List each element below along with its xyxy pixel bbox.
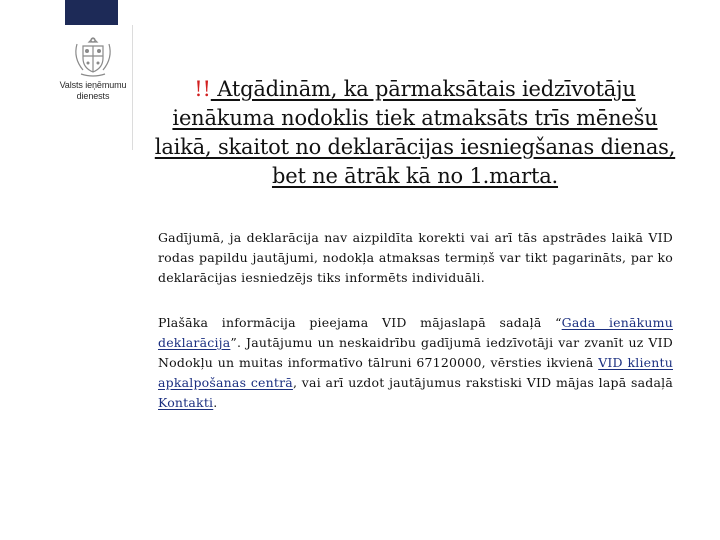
client-service-centre-link[interactable]: VID klientu apkalpošanas centrā [158, 355, 673, 390]
paragraph2-part4: . [213, 395, 218, 410]
paragraph2-part3: , vai arī uzdot jautājumus rakstiski VID mājas lapā sadaļā [292, 375, 673, 390]
reminder-headline [150, 75, 680, 191]
logo-text [48, 80, 138, 102]
alert-mark: !! [194, 77, 211, 101]
paragraph2-part1: Plašāka informācija pieejama VID mājaslapā sadaļā “ [158, 315, 562, 330]
paragraph2-part2: ”. Jautājumu un neskaidrību gadījumā iedzīvotāji var zvanīt uz VID Nodokļu un muitas informatīvo tālruni 67120000, vērsties ikvienā [158, 335, 673, 370]
coat-of-arms-icon [48, 34, 138, 78]
vid-logo [48, 34, 138, 124]
top-accent-bar [65, 0, 118, 25]
headline-text: Atgādinām, ka pārmaksātais iedzīvotāju ienākuma nodoklis tiek atmaksāts trīs mēnešu laikā, skaitot no deklarācijas iesniegšanas dienas, bet ne ātrāk kā no 1.marta. [154, 77, 676, 188]
logo-line-2: dienests [76, 91, 110, 101]
annual-income-declaration-link[interactable]: Gada ienākumu deklarācija [158, 315, 673, 350]
logo-line-1: Valsts ieņēmumu [59, 80, 127, 90]
contacts-link[interactable]: Kontakti [158, 395, 214, 410]
paragraph-correction-info: Gadījumā, ja deklarācija nav aizpildīta korekti vai arī tās apstrādes laikā VID rodas papildu jautājumi, nodokļa atmaksas termiņš var tikt pagarināts, par ko deklarācijas iesniedzējs tiks informēts individuāli. [158, 230, 673, 285]
paragraph-more-info [158, 313, 673, 413]
